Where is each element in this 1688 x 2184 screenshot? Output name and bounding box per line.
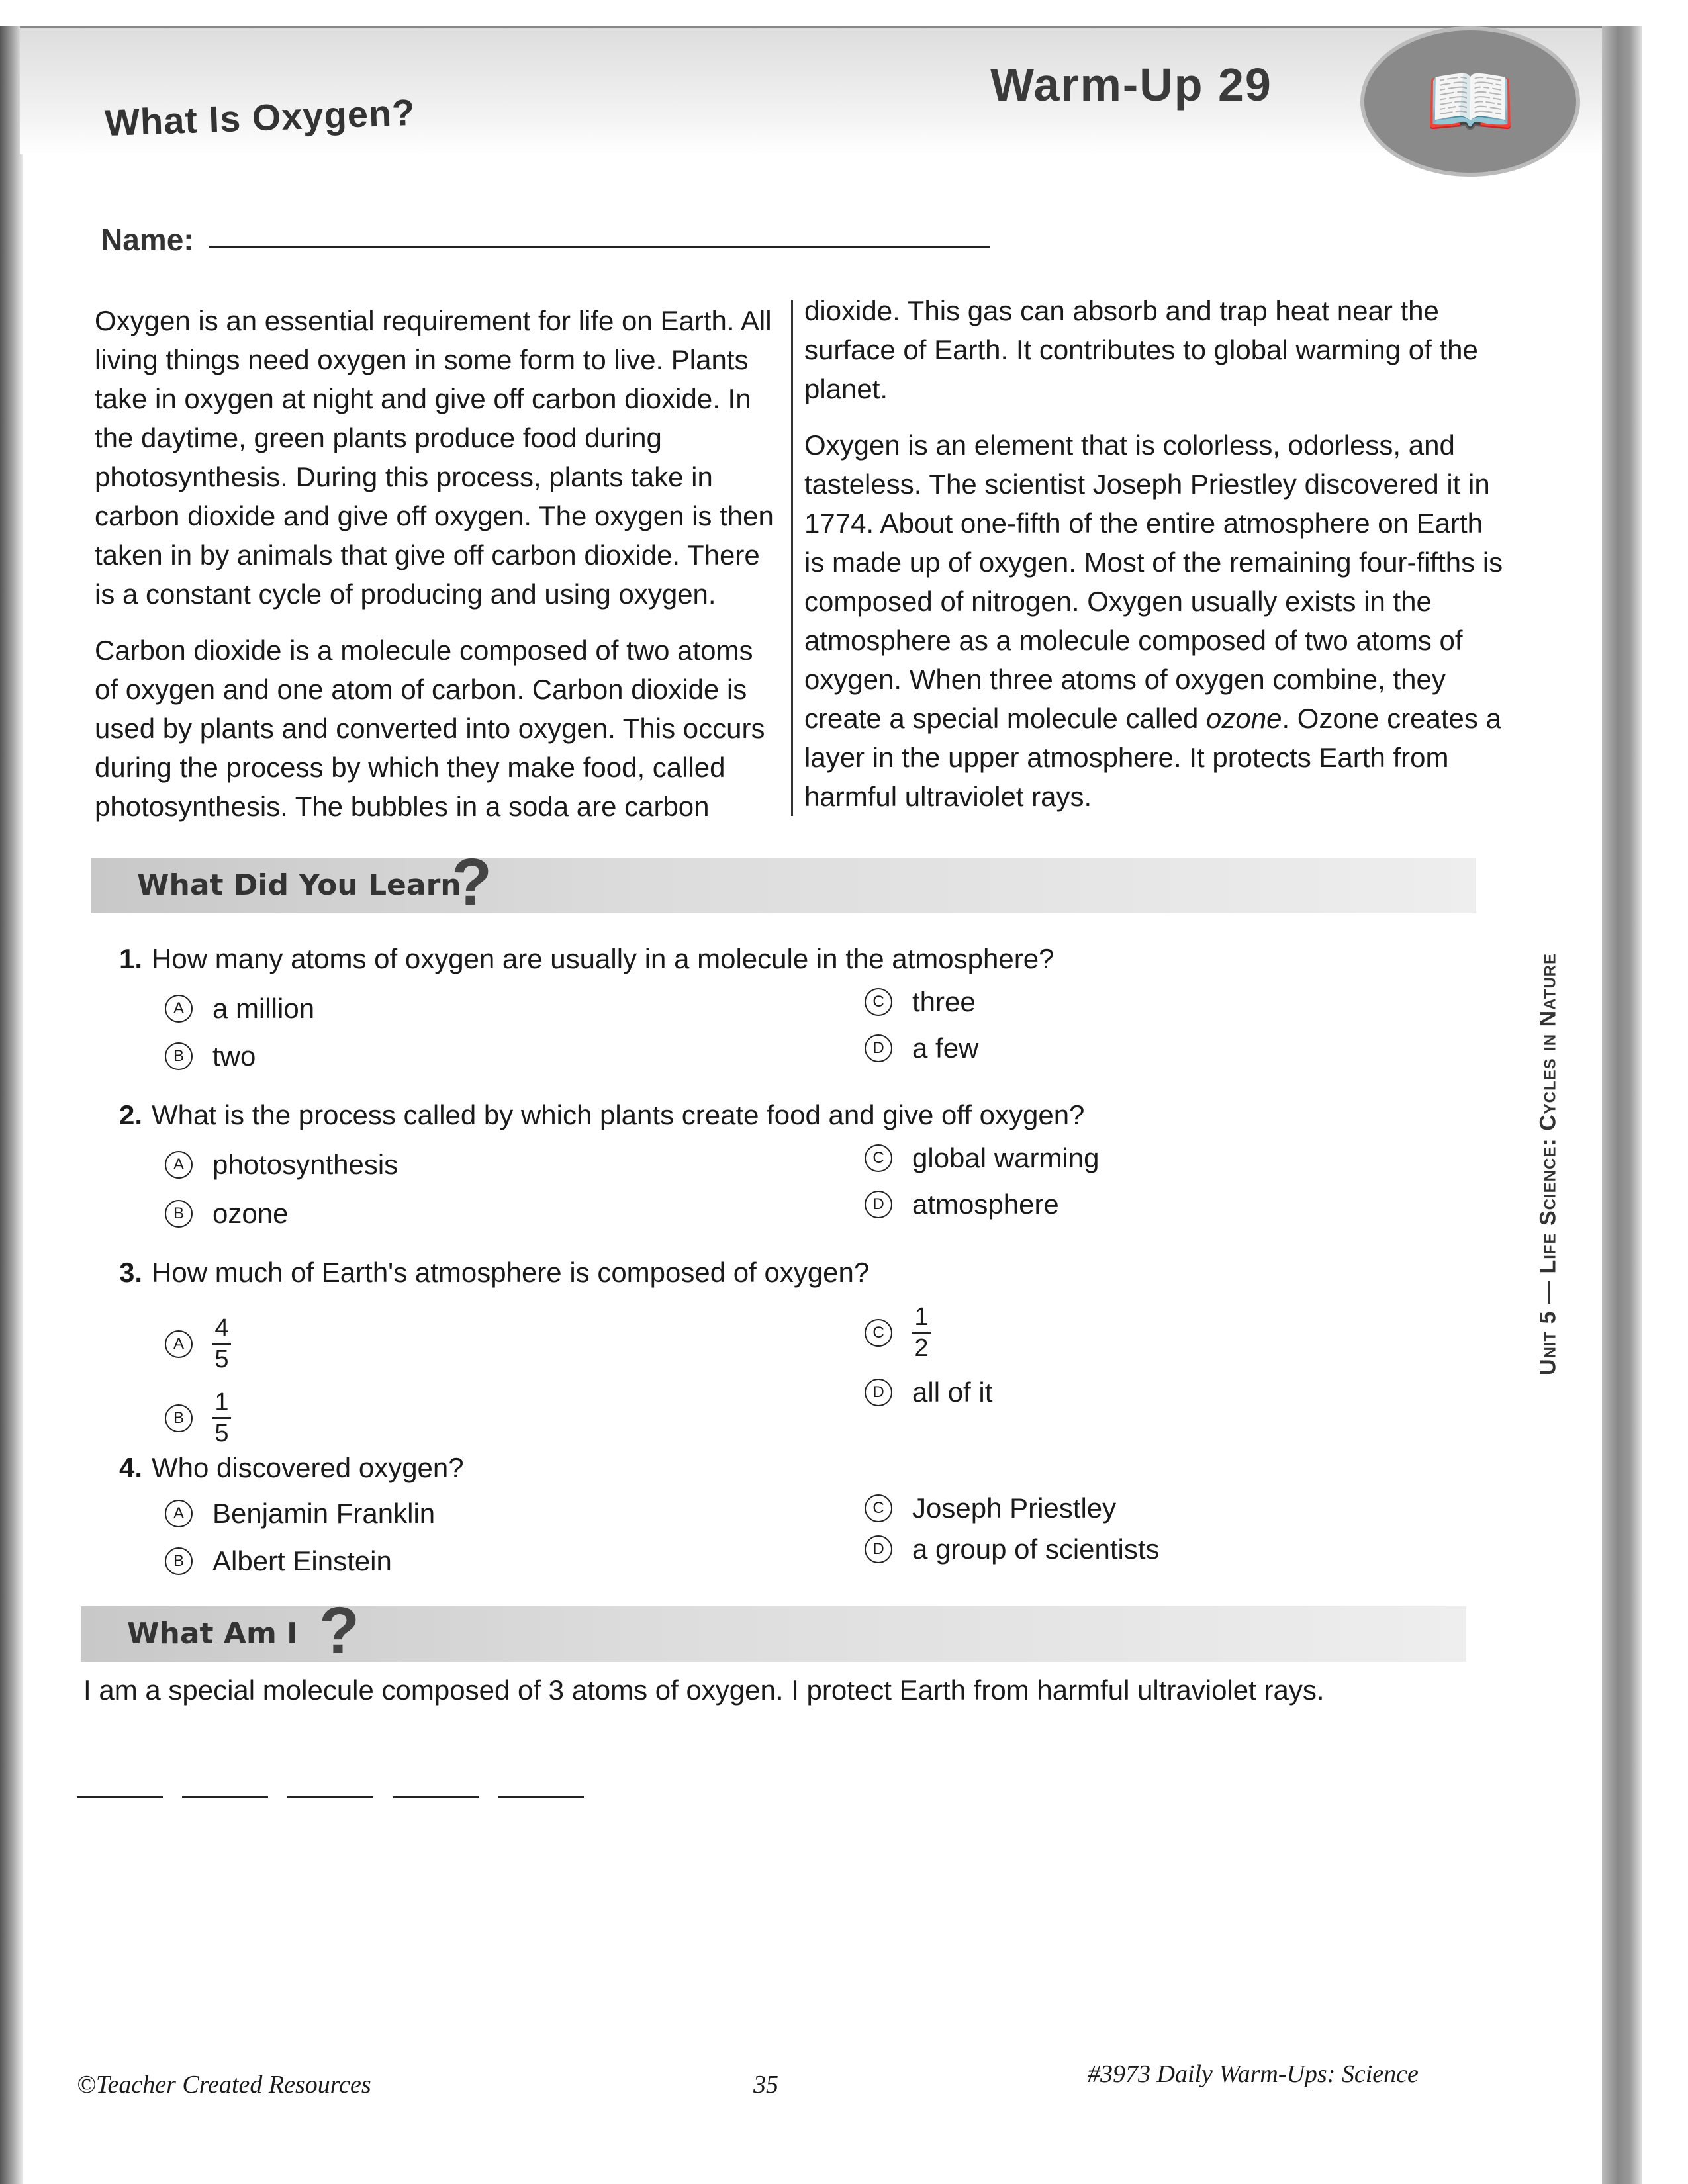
answer-bubble-c[interactable]: C	[865, 1319, 892, 1347]
answer-bubble-a[interactable]: A	[165, 1151, 193, 1179]
unit-side-label: Unit 5 — Life Science: Cycles in Nature	[1535, 952, 1561, 1376]
riddle-text: I am a special molecule composed of 3 atoms of oxygen. I protect Earth from harmful ultraviolet rays.	[83, 1674, 1325, 1706]
question-number: 3.	[119, 1257, 143, 1288]
text: Oxygen is an element that is colorless, odorless, and tasteless. The scientist Joseph Priestley discovered it in 1774. About one-fifth of the entire atmosphere on Earth is made up of oxygen. Most of the remaining four-fifths is composed of nitrogen. Oxygen usually exists in the atmosphere as a molecule composed of two atoms of oxygen. When three atoms of oxygen combine, they create a special molecule called	[804, 430, 1503, 734]
answer-option[interactable]	[865, 986, 976, 1018]
answer-option[interactable]	[165, 1198, 288, 1230]
denominator: 2	[914, 1334, 929, 1362]
page-number: 35	[753, 2071, 778, 2099]
name-field[interactable]	[209, 246, 990, 248]
option-text: atmosphere	[912, 1189, 1059, 1220]
answer-option[interactable]	[165, 1314, 231, 1374]
question-number: 1.	[119, 943, 143, 974]
denominator: 5	[214, 1420, 229, 1447]
question-mark-icon: ?	[319, 1594, 360, 1668]
answer-blank[interactable]	[393, 1796, 479, 1798]
answer-option[interactable]	[865, 1533, 1160, 1565]
answer-bubble-a[interactable]: A	[165, 1500, 193, 1527]
answer-bubble-b[interactable]: B	[165, 1042, 193, 1070]
option-text: three	[912, 986, 976, 1017]
answer-option[interactable]	[165, 1545, 392, 1577]
answer-bubble-a[interactable]: A	[165, 1330, 193, 1358]
numerator: 1	[914, 1303, 929, 1331]
question-number: 4.	[119, 1452, 143, 1483]
question-text: What is the process called by which plants create food and give off oxygen?	[152, 1099, 1085, 1130]
text: . Ozone creates a layer in the upper atmosphere. It protects Earth from harmful ultraviolet rays.	[804, 703, 1501, 812]
option-text: all of it	[912, 1377, 993, 1408]
paragraph: Oxygen is an essential requirement for life on Earth. All living things need oxygen in some form to live. Plants take in oxygen at night and give off carbon dioxide. In the daytime, green plants produce food during photosynthesis. During this process, plants take in carbon dioxide and give off oxygen. The oxygen is then taken in by animals that give off carbon dioxide. There is a constant cycle of producing and using oxygen.	[95, 305, 774, 610]
question	[119, 1452, 464, 1484]
footer-book-title: #3973 Daily Warm-Ups: Science	[1088, 2060, 1419, 2088]
name-label: Name:	[101, 222, 194, 257]
answer-option[interactable]	[165, 1149, 398, 1181]
fraction	[212, 1388, 231, 1448]
what-am-i-banner	[81, 1594, 1466, 1668]
reading-left-column	[95, 301, 776, 843]
page-margin	[1642, 0, 1688, 2184]
answer-option[interactable]	[165, 1040, 256, 1072]
answer-option[interactable]	[865, 1302, 931, 1363]
option-text: global warming	[912, 1142, 1100, 1173]
option-text: a few	[912, 1032, 979, 1064]
answer-bubble-b[interactable]: B	[165, 1404, 193, 1432]
answer-option[interactable]	[165, 993, 314, 1024]
paragraph: dioxide. This gas can absorb and trap heat near the surface of Earth. It contributes to global warming of the planet.	[804, 295, 1478, 404]
answer-option[interactable]	[865, 1377, 992, 1408]
answer-bubble-d[interactable]: D	[865, 1034, 892, 1062]
ozone-term: ozone	[1206, 703, 1282, 734]
answer-bubble-d[interactable]: D	[865, 1191, 892, 1218]
answer-blank[interactable]	[287, 1796, 373, 1798]
banner-label: What Did You Learn	[137, 868, 461, 902]
answer-option[interactable]	[865, 1492, 1116, 1524]
option-text: a group of scientists	[912, 1533, 1160, 1565]
answer-option[interactable]	[865, 1032, 978, 1064]
numerator: 1	[214, 1388, 229, 1416]
answer-bubble-b[interactable]: B	[165, 1200, 193, 1228]
answer-blank[interactable]	[182, 1796, 268, 1798]
question	[119, 943, 1054, 975]
answer-blank[interactable]	[498, 1796, 584, 1798]
fraction	[212, 1314, 231, 1374]
numerator: 4	[214, 1314, 229, 1342]
answer-bubble-d[interactable]: D	[865, 1535, 892, 1563]
page-title: What Is Oxygen?	[104, 91, 416, 144]
paragraph: Carbon dioxide is a molecule composed of two atoms of oxygen and one atom of carbon. Carbon dioxide is used by plants and converted into oxygen. This occurs during the process by which they make food, called photosynthesis. The bubbles in a soda are carbon	[95, 635, 765, 822]
answer-option[interactable]	[165, 1498, 435, 1529]
question-number: 2.	[119, 1099, 143, 1130]
answer-bubble-b[interactable]: B	[165, 1547, 193, 1575]
question-text: How much of Earth's atmosphere is composed of oxygen?	[152, 1257, 870, 1288]
option-text: two	[212, 1040, 256, 1071]
option-text: ozone	[212, 1198, 289, 1229]
what-did-you-learn-banner	[91, 845, 1476, 919]
option-text: photosynthesis	[212, 1149, 399, 1180]
answer-option[interactable]	[165, 1388, 231, 1448]
column-divider	[791, 300, 793, 816]
footer-copyright: ©Teacher Created Resources	[77, 2071, 371, 2099]
answer-bubble-a[interactable]: A	[165, 995, 193, 1023]
answer-option[interactable]	[865, 1142, 1099, 1174]
question	[119, 1099, 1084, 1131]
science-book-logo-icon: 📖	[1360, 26, 1580, 177]
answer-bubble-d[interactable]: D	[865, 1379, 892, 1406]
answer-bubble-c[interactable]: C	[865, 1144, 892, 1172]
question-text: Who discovered oxygen?	[152, 1452, 464, 1483]
question	[119, 1257, 869, 1289]
reading-right-column	[804, 291, 1506, 833]
fraction	[912, 1302, 931, 1363]
question-mark-icon: ?	[451, 845, 492, 919]
question-text: How many atoms of oxygen are usually in a molecule in the atmosphere?	[152, 943, 1055, 974]
option-text: a million	[212, 993, 315, 1024]
answer-option[interactable]	[865, 1189, 1059, 1220]
scan-edge-right	[1602, 26, 1642, 2184]
option-text: Albert Einstein	[212, 1545, 392, 1576]
answer-bubble-c[interactable]: C	[865, 988, 892, 1016]
option-text: Joseph Priestley	[912, 1492, 1117, 1524]
answer-blank[interactable]	[77, 1796, 163, 1798]
warmup-number: Warm-Up 29	[990, 59, 1272, 111]
scan-edge-left	[0, 26, 23, 2184]
paragraph	[804, 426, 1506, 816]
answer-bubble-c[interactable]: C	[865, 1494, 892, 1522]
option-text: Benjamin Franklin	[212, 1498, 436, 1529]
banner-label: What Am I	[127, 1617, 298, 1651]
denominator: 5	[214, 1345, 229, 1373]
